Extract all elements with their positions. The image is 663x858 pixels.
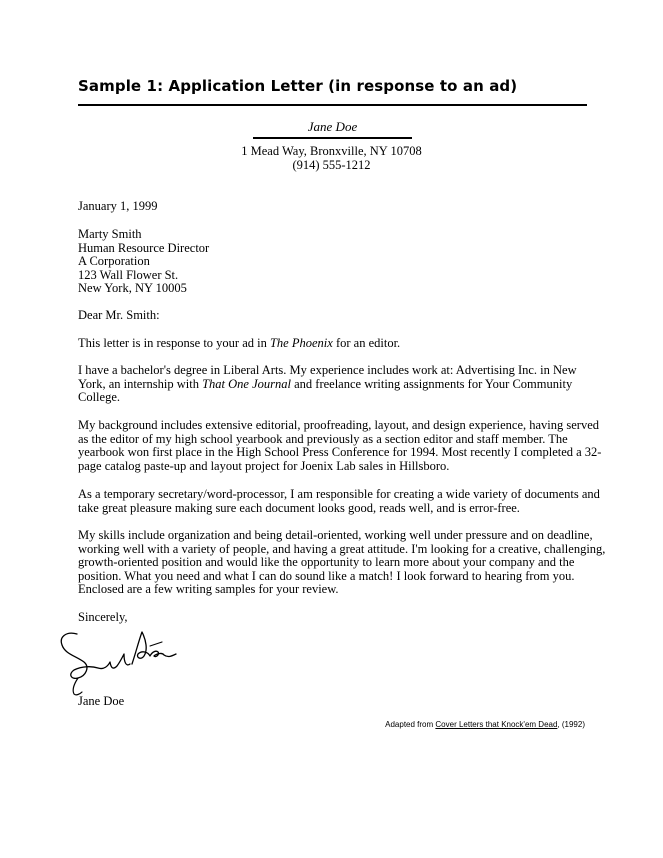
publication-title: That One Journal bbox=[202, 376, 291, 391]
credit-book-title: Cover Letters that Knock'em Dead bbox=[435, 720, 558, 729]
source-credit bbox=[385, 720, 585, 729]
text-span: York, an internship with bbox=[78, 376, 203, 391]
recipient-street: 123 Wall Flower St. bbox=[78, 267, 179, 282]
heading-divider bbox=[78, 104, 587, 106]
paragraph-line: growth-oriented position and would like the opportunity to learn more about your company and the bbox=[78, 555, 575, 570]
closing: Sincerely, bbox=[78, 610, 128, 624]
credit-text: Adapted from bbox=[385, 720, 436, 729]
paragraph-line: I have a bachelor's degree in Liberal Arts. My experience includes work at: Advertising Inc. in New bbox=[78, 363, 577, 377]
sender-address: 1 Mead Way, Bronxville, NY 10708 bbox=[241, 144, 422, 158]
paragraph-2 bbox=[78, 364, 588, 405]
paragraph-3 bbox=[78, 418, 602, 473]
credit-text: , (1992) bbox=[557, 720, 585, 729]
paragraph-line: Enclosed are a few writing samples for your review. bbox=[78, 582, 339, 597]
paragraph-line bbox=[78, 378, 588, 392]
sender-name: Jane Doe bbox=[307, 119, 358, 134]
paragraph-1 bbox=[78, 337, 588, 351]
text-span: for an editor. bbox=[332, 336, 401, 350]
signed-name: Jane Doe bbox=[78, 694, 125, 708]
sender-name-underline bbox=[253, 137, 412, 139]
recipient-company: A Corporation bbox=[78, 254, 150, 269]
paragraph-line: as the editor of my high school yearbook and previously as a section editor and staff member. The bbox=[78, 431, 568, 446]
paragraph-4 bbox=[78, 487, 600, 515]
paragraph-line: College. bbox=[78, 390, 121, 405]
page-title: Sample 1: Application Letter (in response to an ad) bbox=[78, 77, 518, 95]
paragraph-line: take great pleasure making sure each document looks good, reads well, and is error-free. bbox=[78, 500, 520, 515]
paragraph-line: position. What you need and what I can do sound like a match! I look forward to hearing from you. bbox=[78, 568, 575, 583]
recipient-city: New York, NY 10005 bbox=[78, 281, 187, 296]
paragraph-line: As a temporary secretary/word-processor, I am responsible for creating a wide variety of documents and bbox=[78, 487, 600, 501]
text-span: This letter is in response to your ad in bbox=[78, 336, 270, 350]
paragraph-line: page catalog paste-up and layout project for Joenix Lab sales in Hillsboro. bbox=[78, 458, 450, 473]
salutation: Dear Mr. Smith: bbox=[78, 308, 160, 322]
recipient-block bbox=[78, 228, 588, 296]
text-span: and freelance writing assignments for Your Community bbox=[290, 376, 573, 391]
paragraph-line: My background includes extensive editorial, proofreading, layout, and design experience, having served bbox=[78, 418, 600, 432]
sender-phone: (914) 555-1212 bbox=[292, 158, 371, 172]
paragraph-1-line bbox=[78, 337, 588, 351]
letter-date: January 1, 1999 bbox=[78, 199, 158, 213]
paragraph-5 bbox=[78, 528, 606, 597]
publication-title: The Phoenix bbox=[269, 336, 333, 350]
paragraph-line: My skills include organization and being detail-oriented, working well under pressure and on deadline, bbox=[78, 528, 593, 542]
paragraph-line: yearbook won first place in the High School Press Conference for 1994. Most recently I completed a 32- bbox=[78, 445, 602, 460]
signature bbox=[56, 622, 181, 697]
paragraph-line: working well with a variety of people, and having a great attitude. I'm looking for a creative, challenging, bbox=[78, 541, 606, 556]
recipient-title: Human Resource Director bbox=[78, 240, 210, 255]
recipient-name: Marty Smith bbox=[78, 227, 142, 241]
